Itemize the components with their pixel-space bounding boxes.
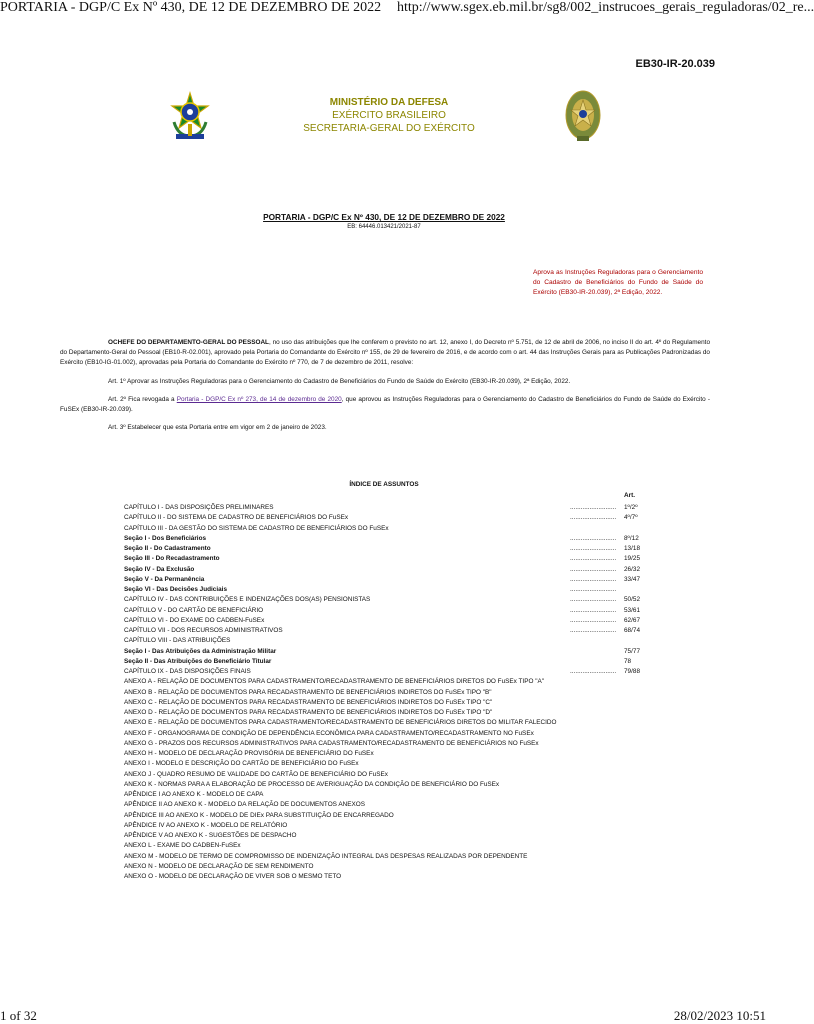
index-row <box>124 626 684 636</box>
document-number: EB30-IR-20.039 <box>635 58 715 70</box>
index-row-label: Seção V - Da Permanência <box>124 575 205 583</box>
index-row-articles: 1º/2º <box>624 504 638 511</box>
index-row <box>124 852 684 862</box>
index-row-label: CAPÍTULO II - DO SISTEMA DE CADASTRO DE BENEFICIÁRIOS DO FuSEx <box>124 514 349 522</box>
portaria-title: PORTARIA - DGP/C Ex Nº 430, DE 12 DE DEZEMBRO DE 2022 <box>263 212 505 222</box>
index-row <box>124 575 684 585</box>
index-row-articles: 78 <box>624 657 632 665</box>
index-title: ÍNDICE DE ASSUNTOS <box>349 481 419 488</box>
index-row-articles: 19/25 <box>624 555 640 563</box>
index-row <box>124 565 684 575</box>
index-row <box>124 739 684 749</box>
index-row <box>124 811 684 821</box>
index-row-label: CAPÍTULO IX - DAS DISPOSIÇÕES FINAIS <box>124 668 251 675</box>
index-row-label: ANEXO B - RELAÇÃO DE DOCUMENTOS PARA RECADASTRAMENTO DE BENEFICIÁRIOS INDIRETOS DO FuSEx TIPO "B" <box>124 688 492 696</box>
index-row-label: ANEXO G - PRAZOS DOS RECURSOS ADMINISTRATIVOS PARA CADASTRAMENTO/RECADASTRAMENTO DE BENEFICIÁRIOS NO FuSEx <box>124 739 539 747</box>
index-row-label: APÊNDICE I AO ANEXO K - MODELO DE CAPA <box>124 791 264 798</box>
index-row-leader: .......................... <box>570 555 617 563</box>
index-row <box>124 790 684 800</box>
index-row <box>124 872 684 882</box>
index-row <box>124 770 684 780</box>
index-row-label: ANEXO O - MODELO DE DECLARAÇÃO DE VIVER SOB O MESMO TETO <box>124 873 342 880</box>
index-row-label: ANEXO J - QUADRO RESUMO DE VALIDADE DO CARTÃO DE BENEFICIÁRIO DO FuSEx <box>124 770 388 778</box>
index-row-label: Seção IV - Da Exclusão <box>124 565 195 573</box>
index-row-label: ANEXO C - RELAÇÃO DE DOCUMENTOS PARA RECADASTRAMENTO DE BENEFICIÁRIOS INDIRETOS DO FuSEx TIPO "C" <box>124 698 493 706</box>
index-row-label: Seção I - Das Atribuições da Administração Militar <box>124 647 277 655</box>
brazil-coat-of-arms-icon <box>168 92 212 147</box>
eb-process-number: EB: 64446.013421/2021-87 <box>347 224 421 230</box>
index-row <box>124 729 684 739</box>
index-row-label: CAPÍTULO I - DAS DISPOSIÇÕES PRELIMINARES <box>124 504 274 511</box>
index-row-label: ANEXO F - ORGANOGRAMA DE CONDIÇÃO DE DEPENDÊNCIA ECONÔMICA PARA CADASTRAMENTO/RECADASTRAMENTO NO FuSEx <box>124 729 534 737</box>
index-row <box>124 503 684 513</box>
index-row-leader: .......................... <box>570 586 617 593</box>
print-footer-page: 1 of 32 <box>0 1008 37 1023</box>
index-row-label: APÊNDICE IV AO ANEXO K - MODELO DE RELATÓRIO <box>124 821 288 829</box>
index-row-leader: .......................... <box>570 514 617 522</box>
index-row-label: APÊNDICE II AO ANEXO K - MODELO DA RELAÇÃO DE DOCUMENTOS ANEXOS <box>124 801 366 809</box>
index-row <box>124 749 684 759</box>
index-row-leader: .......................... <box>570 627 617 634</box>
index-row-leader: .......................... <box>570 504 617 511</box>
index-row-label: Seção II - Das Atribuições do Beneficiário Titular <box>124 657 272 665</box>
index-row-label: ANEXO H - MODELO DE DECLARAÇÃO PROVISÓRIA DE BENEFICIÁRIO DO FuSEx <box>124 750 374 757</box>
index-row <box>124 544 684 554</box>
preamble-text: , no uso das atribuições que lhe conferem o previsto no art. 12, anexo I, do Decreto nº 5.751, de 12 de abril de 2006, no inciso II do art. 4º do Regulamento do Departamento-Geral do Pessoal (EB10-R-02.001), aprovado pela Portaria do Comandante do Exército nº 155, de 29 de fevereiro de 2016, e de acordo com o art. 44 das Instruções Gerais para as Publicações Padronizadas do Exército (EB10-IG-01.002), aprovadas pela Portaria do Comandante do Exército nº 770, de 7 de dezembro de 2011, resolve: <box>60 339 710 366</box>
article-1: Art. 1º Aprovar as Instruções Reguladoras para o Gerenciamento do Cadastro de Beneficiários do Fundo de Saúde do Exército (EB30-IR-20.039), 2ª Edição, 2022. <box>108 378 571 385</box>
index-row-label: Seção VI - Das Decisões Judiciais <box>124 586 228 593</box>
index-row <box>124 759 684 769</box>
print-footer-datetime: 28/02/2023 10:51 <box>673 1008 766 1023</box>
index-row-leader: .......................... <box>570 545 617 552</box>
index-row <box>124 780 684 790</box>
index-row <box>124 616 684 626</box>
index-row-articles: 33/47 <box>624 575 640 583</box>
ministry-block <box>250 96 528 135</box>
index-row <box>124 821 684 831</box>
index-row <box>124 606 684 616</box>
article-2 <box>60 395 710 415</box>
index-row-articles: 62/67 <box>624 616 640 624</box>
index-row-label: Seção III - Do Recadastramento <box>124 555 220 563</box>
index-row <box>124 524 684 534</box>
index-row-label: ANEXO I - MODELO E DESCRIÇÃO DO CARTÃO DE BENEFICIÁRIO DO FuSEx <box>124 760 359 768</box>
index-row-label: ANEXO N - MODELO DE DECLARAÇÃO DE SEM RENDIMENTO <box>124 862 314 870</box>
preamble-lead: OCHEFE DO DEPARTAMENTO-GERAL DO PESSOAL <box>108 339 269 346</box>
index-row-label: Seção II - Do Cadastramento <box>124 545 211 552</box>
index-row <box>124 636 684 646</box>
index-row <box>124 554 684 564</box>
index-row-label: CAPÍTULO VIII - DAS ATRIBUIÇÕES <box>124 637 231 645</box>
index-row <box>124 841 684 851</box>
index-row-articles: 13/18 <box>624 545 640 552</box>
index-row-articles: 26/32 <box>624 565 640 573</box>
index-row-articles: 68/74 <box>624 627 640 634</box>
index-row-label: APÊNDICE III AO ANEXO K - MODELO DE DIEx PARA SUBSTITUIÇÃO DE ENCARREGADO <box>124 811 394 819</box>
index-art-header: Art. <box>624 492 636 499</box>
index-row-articles: 53/61 <box>624 606 640 614</box>
index-row-leader: .......................... <box>570 616 617 624</box>
index-row-label: CAPÍTULO VII - DOS RECURSOS ADMINISTRATIVOS <box>124 627 283 634</box>
index-row-leader: .......................... <box>570 565 617 573</box>
index-row <box>124 513 684 523</box>
article-2-post: , que aprovou as Instruções Reguladoras para o Gerenciamento do Cadastro de Beneficiários do Fundo de Saúde do Exército - FuSEx (EB30-IR-20.039). <box>60 396 710 413</box>
index-row-label: APÊNDICE V AO ANEXO K - SUGESTÕES DE DESPACHO <box>124 832 297 839</box>
index-row-label: ANEXO K - NORMAS PARA A ELABORAÇÃO DE PROCESSO DE AVERIGUAÇÃO DA CONDIÇÃO DE BENEFICIÁRIO DO FuSEx <box>124 780 500 788</box>
index-row <box>124 862 684 872</box>
ministry-name: MINISTÉRIO DA DEFESA <box>329 97 449 108</box>
index-row-articles: 79/88 <box>624 668 640 675</box>
index-row-leader: .......................... <box>570 596 617 604</box>
index-row <box>124 534 684 544</box>
index-row-leader: .......................... <box>570 534 617 542</box>
secretariat-name: SECRETARIA-GERAL DO EXÉRCITO <box>303 123 475 134</box>
preamble-paragraph <box>60 338 710 368</box>
article-3: Art. 3º Estabelecer que esta Portaria entre em vigor em 2 de janeiro de 2023. <box>108 424 327 431</box>
index-row-label: CAPÍTULO VI - DO EXAME DO CADBEN-FuSEx <box>124 616 265 624</box>
ementa: Aprova as Instruções Reguladoras para o Gerenciamento do Cadastro de Beneficiários do Fundo de Saúde do Exército (EB30-IR-20.039), 2ª Edição, 2022. <box>533 269 703 296</box>
index-row-articles: 8º/12 <box>624 534 639 542</box>
index-row-label: ANEXO D - RELAÇÃO DE DOCUMENTOS PARA RECADASTRAMENTO DE BENEFICIÁRIOS INDIRETOS DO FuSEx TIPO "D" <box>124 709 493 716</box>
index-row <box>124 698 684 708</box>
index-row <box>124 667 684 677</box>
index-row <box>124 718 684 728</box>
index-row-articles: 4º/7º <box>624 514 638 522</box>
army-name: EXÉRCITO BRASILEIRO <box>332 110 446 121</box>
article-2-pre: Art. 2º Fica revogada a <box>108 396 177 403</box>
revoked-portaria-link[interactable]: Portaria - DGP/C Ex nº 273, de 14 de dezembro de 2020 <box>176 396 342 403</box>
index-row <box>124 708 684 718</box>
index-row-articles: 50/52 <box>624 596 640 604</box>
index-row-label: CAPÍTULO III - DA GESTÃO DO SISTEMA DE CADASTRO DE BENEFICIÁRIOS DO FuSEx <box>124 524 389 532</box>
index-row-leader: .......................... <box>570 668 617 675</box>
index-row-label: Seção I - Dos Beneficiários <box>124 534 207 542</box>
index-row <box>124 800 684 810</box>
index-row <box>124 585 684 595</box>
index-row <box>124 647 684 657</box>
index-row-leader: .......................... <box>570 575 617 583</box>
index-row-label: ANEXO E - RELAÇÃO DE DOCUMENTOS PARA CADASTRAMENTO/RECADASTRAMENTO DE BENEFICIÁRIOS DIRETOS DO MILITAR FALECIDO <box>124 719 557 727</box>
index-row <box>124 677 684 687</box>
print-header-title: PORTARIA - DGP/C Ex Nº 430, DE 12 DE DEZEMBRO DE 2022 <box>0 0 382 15</box>
index-row <box>124 688 684 698</box>
army-emblem-icon <box>561 88 605 149</box>
index-row-label: CAPÍTULO V - DO CARTÃO DE BENEFICIÁRIO <box>124 606 264 614</box>
index-row-leader: .......................... <box>570 606 617 614</box>
index-row-label: ANEXO A - RELAÇÃO DE DOCUMENTOS PARA CADASTRAMENTO/RECADASTRAMENTO DE BENEFICIÁRIOS DIRETOS DO FuSEx TIPO "A" <box>124 678 545 686</box>
index-row <box>124 657 684 667</box>
index-row-label: ANEXO M - MODELO DE TERMO DE COMPROMISSO DE INDENIZAÇÃO INTEGRAL DAS DESPESAS REALIZADAS POR DEPENDENTE <box>124 852 528 860</box>
index-row-articles: 75/77 <box>624 647 640 655</box>
index-row-label: ANEXO L - EXAME DO CADBEN-FuSEx <box>124 842 241 850</box>
index-list <box>124 503 684 882</box>
index-row-label: CAPÍTULO IV - DAS CONTRIBUIÇÕES E INDENIZAÇÕES DOS(AS) PENSIONISTAS <box>124 596 371 604</box>
index-row <box>124 595 684 605</box>
index-row <box>124 831 684 841</box>
print-header-url: http://www.sgex.eb.mil.br/sg8/002_instrucoes_gerais_reguladoras/02_re... <box>397 0 814 15</box>
